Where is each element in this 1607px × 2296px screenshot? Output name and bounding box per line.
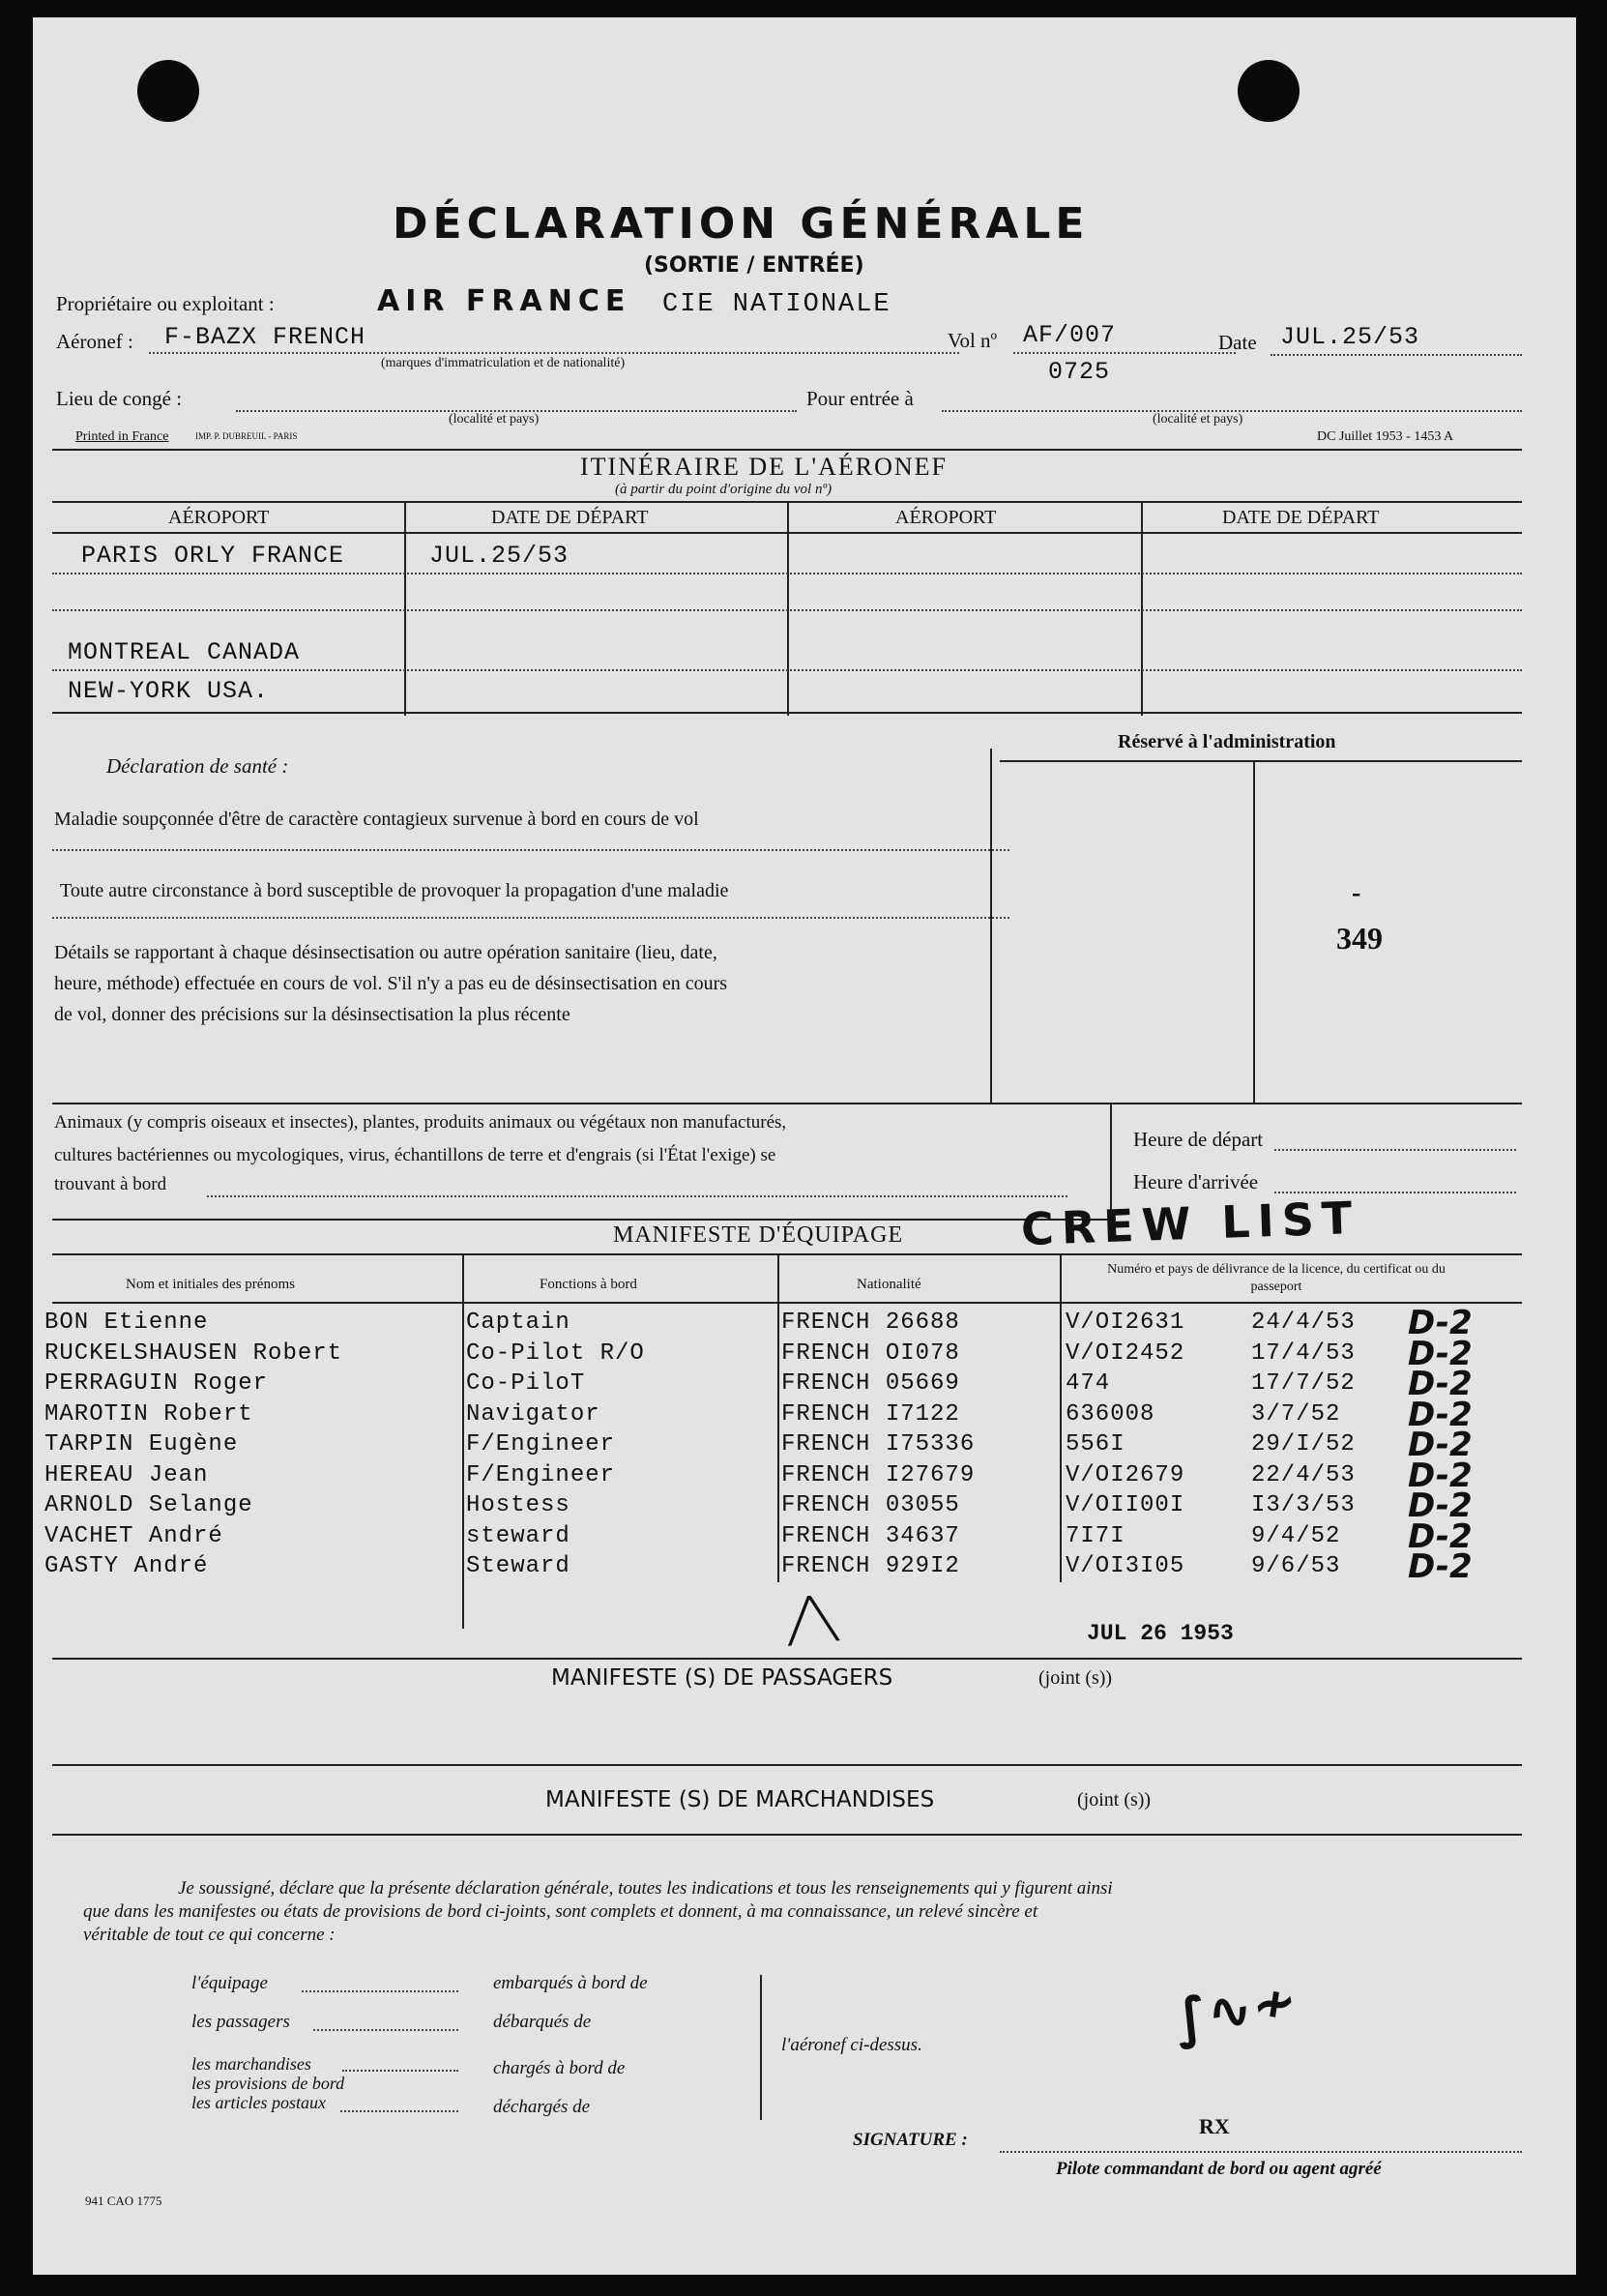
crew-license-date: 3/7/52 (1251, 1400, 1341, 1428)
crew-function: F/Engineer (466, 1431, 616, 1457)
crew-name: RUCKELSHAUSEN Robert (44, 1339, 343, 1367)
crew-nationality: FRENCH I75336 (781, 1431, 976, 1457)
crew-license: 556I (1066, 1431, 1125, 1457)
itinerary-header-date-2: DATE DE DÉPART (1222, 507, 1380, 528)
itinerary-row-line (52, 669, 1522, 671)
date-value: JUL.25/53 (1280, 323, 1420, 351)
crew-function: steward (466, 1522, 570, 1549)
declaration-line-1: Je soussigné, déclare que la présente déclaration générale, toutes les indications et tous les renseignements qui y figurent ainsi (178, 1878, 1113, 1899)
itinerary-row-line (52, 573, 1522, 574)
flight-dotline (1013, 352, 1236, 354)
crew-license-date: 29/I/52 (1251, 1431, 1356, 1457)
crew-name: GASTY André (44, 1553, 209, 1579)
disembarked-label: débarqués de (493, 2012, 592, 2032)
divider (52, 1103, 1522, 1104)
printer-note: Printed in France (75, 429, 169, 444)
crew-license: 474 (1066, 1370, 1111, 1397)
pilot-caption: Pilote commandant de bord ou agent agréé (1056, 2159, 1382, 2179)
crew-function: Navigator (466, 1400, 600, 1428)
aircraft-value: F-BAZX FRENCH (164, 323, 366, 351)
document-page (33, 17, 1576, 2275)
pilot-signature: ∫∿≁ (1169, 1968, 1302, 2052)
form-code: DC Juillet 1953 - 1453 A (1317, 429, 1454, 444)
crew-license-date: 17/7/52 (1251, 1370, 1356, 1397)
health-underline (52, 917, 1009, 919)
animals-underline (207, 1195, 1067, 1197)
crew-nationality: FRENCH I27679 (781, 1461, 976, 1488)
crew-license-date: 9/4/52 (1251, 1522, 1341, 1549)
crew-license-date: I3/3/53 (1251, 1492, 1356, 1518)
crew-name: BON Etienne (44, 1310, 209, 1336)
punch-hole-left (137, 60, 199, 122)
divider (52, 1764, 1522, 1766)
crew-name: PERRAGUIN Roger (44, 1370, 269, 1397)
crew-name: VACHET André (44, 1522, 223, 1549)
passengers-title: MANIFESTE (S) DE PASSAGERS (551, 1665, 893, 1691)
crew-license: V/OII00I (1066, 1492, 1185, 1518)
crew-license: 636008 (1066, 1400, 1155, 1428)
crew-handwritten-mark: D-2 (1408, 1456, 1473, 1495)
admin-left-border (990, 749, 992, 1103)
divider (52, 1219, 1116, 1221)
crew-handwritten-mark: D-2 (1408, 1365, 1473, 1403)
crew-license-date: 22/4/53 (1251, 1461, 1356, 1488)
aircraft-label: Aéronef : (56, 330, 133, 353)
crew-dotline (302, 1990, 458, 1992)
animals-line-2: cultures bactériennes ou mycologiques, virus, échantillons de terre et d'engrais (si l'État l'exige) se (54, 1145, 776, 1165)
date-label: Date (1218, 331, 1257, 354)
flight-label: Vol nº (948, 329, 998, 352)
crew-nationality: FRENCH 05669 (781, 1370, 960, 1397)
crew-function: Steward (466, 1553, 570, 1579)
crew-nationality: FRENCH 34637 (781, 1522, 960, 1549)
crew-handwritten-mark: D-2 (1408, 1304, 1473, 1342)
entry-label: Pour entrée à (806, 387, 914, 410)
divider (52, 712, 1522, 714)
form-title: DÉCLARATION GÉNÉRALE (393, 199, 1090, 249)
flight-extra: 0725 (1048, 358, 1111, 386)
crew-function: F/Engineer (466, 1461, 616, 1488)
clearance-caption: (localité et pays) (449, 412, 540, 427)
signature-dotline (1000, 2151, 1522, 2153)
divider (52, 1834, 1522, 1836)
itinerary-row-3-airport: MONTREAL CANADA (68, 638, 301, 666)
passengers-label: les passagers (191, 2012, 290, 2032)
crew-header-name: Nom et initiales des prénoms (126, 1277, 295, 1292)
crew-handwritten-mark: D-2 (1408, 1334, 1473, 1373)
itinerary-caption: (à partir du point d'origine du vol nº) (615, 482, 833, 497)
itinerary-header-airport-2: AÉROPORT (895, 507, 997, 528)
divider (52, 1658, 1522, 1660)
animals-line-1: Animaux (y compris oiseaux et insectes), plantes, produits animaux ou végétaux non manufacturés, (54, 1112, 787, 1133)
owner-label: Propriétaire ou exploitant : (56, 292, 275, 315)
crew-name: ARNOLD Selange (44, 1492, 253, 1518)
animals-line-3: trouvant à bord (54, 1174, 167, 1194)
divider (52, 1302, 1522, 1304)
passengers-suffix: (joint (s)) (1038, 1667, 1113, 1689)
divider (52, 1253, 1522, 1255)
itinerary-title: ITINÉRAIRE DE L'AÉRONEF (580, 453, 948, 481)
crew-handwritten-mark: D-2 (1408, 1487, 1473, 1525)
health-line-3c: de vol, donner des précisions sur la désinsectisation la plus récente (54, 1004, 570, 1025)
crew-license: V/OI2631 (1066, 1310, 1185, 1336)
aircraft-above: l'aéronef ci-dessus. (781, 2035, 922, 2055)
crew-license-date: 9/6/53 (1251, 1553, 1341, 1579)
crew-license-date: 17/4/53 (1251, 1339, 1356, 1367)
crew-officer-signature: ╱╲ (784, 1593, 839, 1646)
admin-top-border (1000, 760, 1522, 762)
owner-value-typed: CIE NATIONALE (662, 290, 891, 319)
crew-name: MAROTIN Robert (44, 1400, 253, 1428)
crew-function: Captain (466, 1310, 570, 1336)
col-line (462, 1253, 464, 1629)
admin-number: 349 (1336, 921, 1383, 956)
crew-header-function: Fonctions à bord (540, 1277, 637, 1292)
itinerary-row-line (52, 609, 1522, 611)
clearance-label: Lieu de congé : (56, 387, 183, 410)
health-line-3b: heure, méthode) effectuée en cours de vol. S'il n'y a pas eu de désinsectisation en cours (54, 973, 728, 994)
divider (52, 449, 1522, 451)
admin-dash: - (1352, 878, 1361, 908)
crew-license: V/OI3I05 (1066, 1553, 1185, 1579)
crew-nationality: FRENCH 03055 (781, 1492, 960, 1518)
crew-handwritten-mark: D-2 (1408, 1516, 1473, 1556)
flight-value: AF/007 (1023, 321, 1117, 349)
crew-license: V/OI2452 (1066, 1339, 1185, 1367)
itinerary-header-airport-1: AÉROPORT (168, 507, 270, 528)
crew-title: MANIFESTE D'ÉQUIPAGE (613, 1222, 904, 1248)
loaded-label: chargés à bord de (493, 2058, 626, 2078)
admin-inner-line (1253, 760, 1255, 1103)
unloaded-label: déchargés de (493, 2097, 591, 2117)
crew-function: Co-PiloT (466, 1370, 586, 1397)
aircraft-caption: (marques d'immatriculation et de nationalité) (381, 356, 626, 370)
health-title: Déclaration de santé : (106, 754, 289, 778)
date-dotline (1271, 354, 1522, 356)
departure-dotline (1274, 1149, 1516, 1151)
crew-function: Co-Pilot R/O (466, 1339, 645, 1367)
crew-nationality: FRENCH I7122 (781, 1400, 960, 1428)
divider (52, 532, 1522, 534)
health-line-3a: Détails se rapportant à chaque désinsectisation ou autre opération sanitaire (lieu, date, (54, 942, 717, 963)
crew-nationality: FRENCH 929I2 (781, 1553, 960, 1579)
punch-hole-right (1238, 60, 1300, 122)
printer-small: IMP. P. DUBREUIL - PARIS (195, 431, 298, 441)
crew-license-date: 24/4/53 (1251, 1310, 1356, 1336)
crew-name: TARPIN Eugène (44, 1431, 239, 1457)
crew-nationality: FRENCH 26688 (781, 1310, 960, 1336)
bracket-line (760, 1975, 762, 2120)
goods-label: les marchandises (191, 2054, 311, 2074)
arrival-label: Heure d'arrivée (1133, 1170, 1259, 1193)
owner-value: AIR FRANCE (377, 284, 631, 318)
admin-title: Réservé à l'administration (1118, 731, 1336, 752)
crew-function: Hostess (466, 1492, 570, 1518)
crew-handwritten-mark: D-2 (1408, 1395, 1473, 1434)
footer-code: 941 CAO 1775 (85, 2193, 162, 2208)
form-subtitle: (SORTIE / ENTRÉE) (644, 253, 864, 278)
crew-handwritten-note: CREW LIST (1020, 1191, 1361, 1256)
declaration-line-3: véritable de tout ce qui concerne : (83, 1925, 336, 1945)
goods-suffix: (joint (s)) (1077, 1789, 1152, 1810)
itinerary-row-1-date: JUL.25/53 (429, 542, 570, 570)
goods-dotline (342, 2070, 458, 2072)
crew-stamp: JUL 26 1953 (1087, 1621, 1234, 1646)
itinerary-row-1-airport: PARIS ORLY FRANCE (81, 542, 345, 570)
crew-handwritten-mark: D-2 (1408, 1547, 1473, 1586)
departure-label: Heure de départ (1133, 1128, 1264, 1151)
goods-title: MANIFESTE (S) DE MARCHANDISES (545, 1787, 935, 1812)
crew-header-license: Numéro et pays de délivrance de la licence, du certificat ou du passeport (1107, 1262, 1446, 1294)
health-line-1: Maladie soupçonnée d'être de caractère contagieux survenue à bord en cours de vol (54, 809, 699, 830)
itinerary-header-date-1: DATE DE DÉPART (491, 507, 649, 528)
crew-name: HEREAU Jean (44, 1461, 209, 1488)
health-line-2: Toute autre circonstance à bord susceptible de provoquer la propagation d'une maladie (60, 880, 729, 901)
itinerary-row-4-airport: NEW-YORK USA. (68, 677, 270, 705)
provisions-label: les provisions de bord (191, 2074, 345, 2093)
crew-nationality: FRENCH OI078 (781, 1339, 960, 1367)
passengers-dotline (313, 2029, 458, 2031)
crew-header-nationality: Nationalité (857, 1277, 921, 1292)
health-underline (52, 849, 1009, 851)
signature-label: SIGNATURE : (853, 2130, 968, 2150)
crew-label: l'équipage (191, 1973, 268, 1993)
aircraft-dotline (149, 352, 959, 354)
entry-caption: (localité et pays) (1153, 412, 1243, 427)
crew-license: V/OI2679 (1066, 1461, 1185, 1488)
crew-license: 7I7I (1066, 1522, 1125, 1549)
postal-label: les articles postaux (191, 2093, 326, 2112)
signature-initials: RX (1199, 2114, 1230, 2138)
crew-handwritten-mark: D-2 (1408, 1426, 1473, 1464)
postal-dotline (340, 2110, 458, 2112)
embarked-label: embarqués à bord de (493, 1973, 648, 1993)
declaration-line-2: que dans les manifestes ou états de provisions de bord ci-joints, sont complets et donnent, à ma connaissance, un relevé sincère et (83, 1901, 1038, 1922)
